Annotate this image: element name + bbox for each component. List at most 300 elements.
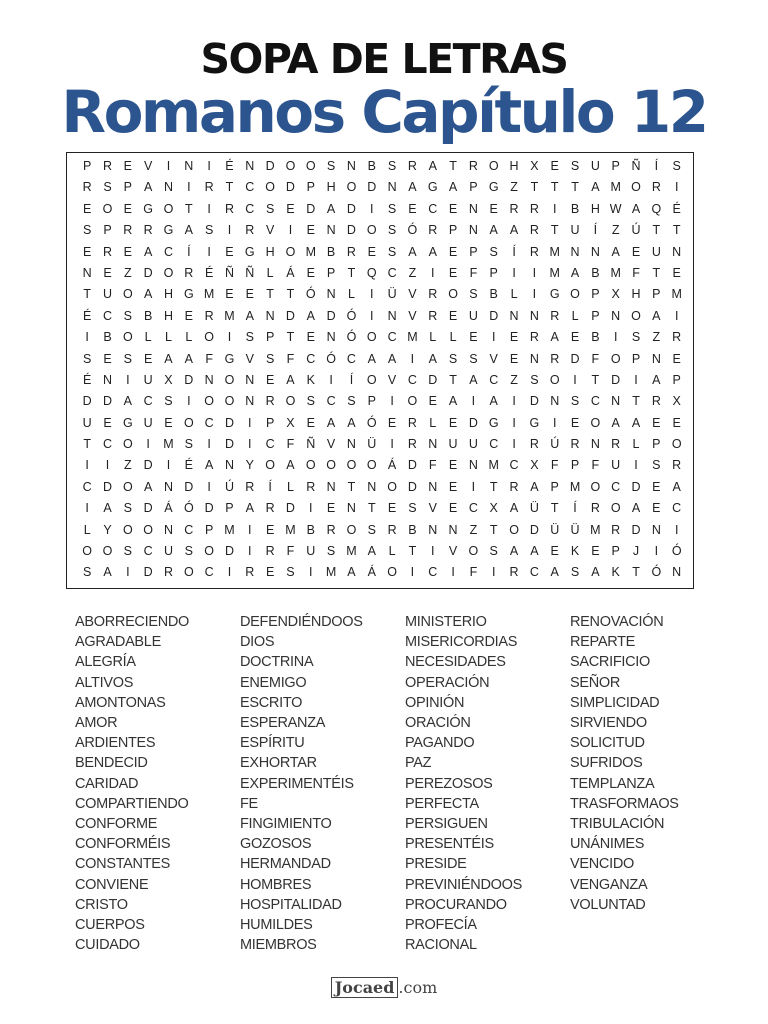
grid-cell[interactable]: V [489,351,498,366]
grid-cell[interactable]: O [448,287,458,302]
grid-cell[interactable]: A [652,372,661,387]
grid-cell[interactable]: C [163,244,173,259]
grid-cell[interactable]: R [509,201,519,216]
grid-cell[interactable]: E [306,330,315,345]
grid-cell[interactable]: A [591,565,600,580]
grid-cell[interactable]: E [489,201,498,216]
grid-cell[interactable]: Ñ [631,159,641,173]
grid-cell[interactable]: D [184,479,194,494]
grid-cell[interactable]: Y [245,458,254,473]
grid-cell[interactable]: S [184,437,193,452]
grid-cell[interactable]: I [451,565,455,580]
grid-cell[interactable]: D [224,437,234,452]
grid-cell[interactable]: W [609,201,622,216]
grid-cell[interactable]: D [102,394,112,409]
grid-cell[interactable]: N [326,330,336,345]
grid-cell[interactable]: D [224,415,234,430]
grid-cell[interactable]: O [387,479,397,494]
grid-cell[interactable]: O [285,244,296,259]
grid-cell[interactable]: O [590,415,601,430]
grid-cell[interactable]: O [346,180,357,195]
grid-cell[interactable]: I [309,501,313,516]
grid-cell[interactable]: D [631,522,641,537]
grid-cell[interactable]: I [674,308,679,323]
grid-cell[interactable]: R [306,479,316,494]
grid-cell[interactable]: C [265,437,275,452]
grid-cell[interactable]: E [225,244,234,259]
grid-cell[interactable]: U [468,437,478,452]
grid-cell[interactable]: D [529,394,539,409]
grid-cell[interactable]: A [184,351,193,366]
grid-cell[interactable]: P [204,522,214,537]
grid-cell[interactable]: B [570,201,580,216]
grid-cell[interactable]: L [347,287,355,302]
grid-cell[interactable]: P [672,372,681,387]
grid-cell[interactable]: F [286,544,295,559]
grid-cell[interactable]: É [82,308,92,323]
grid-cell[interactable]: E [123,244,132,259]
grid-cell[interactable]: N [82,265,92,280]
grid-cell[interactable]: S [672,159,681,173]
grid-cell[interactable]: A [245,501,254,516]
grid-cell[interactable]: R [529,437,539,452]
grid-cell[interactable]: T [632,394,640,409]
grid-cell[interactable]: H [631,287,641,302]
grid-cell[interactable]: Á [286,265,295,280]
grid-cell[interactable]: I [674,180,679,195]
grid-cell[interactable]: M [610,265,621,280]
grid-cell[interactable]: N [468,458,478,473]
grid-cell[interactable]: D [143,458,153,473]
grid-cell[interactable]: Z [469,522,478,537]
grid-cell[interactable]: O [631,180,641,195]
grid-cell[interactable]: S [82,565,92,580]
grid-cell[interactable]: Í [187,244,191,259]
grid-cell[interactable]: E [82,201,92,216]
grid-cell[interactable]: I [126,565,130,580]
grid-cell[interactable]: I [654,544,659,559]
grid-cell[interactable]: R [204,180,214,195]
grid-cell[interactable]: I [207,437,211,452]
grid-cell[interactable]: M [285,522,296,537]
grid-cell[interactable]: A [489,394,498,409]
grid-cell[interactable]: G [143,201,154,216]
grid-cell[interactable]: I [166,458,171,473]
grid-cell[interactable]: N [672,565,682,580]
grid-cell[interactable]: N [651,351,661,366]
grid-cell[interactable]: I [227,330,232,345]
grid-cell[interactable]: R [428,308,438,323]
grid-cell[interactable]: M [325,565,337,580]
grid-cell[interactable]: O [224,394,235,409]
grid-cell[interactable]: O [387,565,397,580]
grid-cell[interactable]: Ú [631,223,641,238]
grid-cell[interactable]: A [611,415,620,430]
grid-cell[interactable]: D [407,458,417,473]
grid-cell[interactable]: A [123,394,132,409]
grid-cell[interactable]: R [245,565,255,580]
grid-cell[interactable]: A [672,479,681,494]
grid-cell[interactable]: Ó [346,308,357,323]
grid-cell[interactable]: V [387,372,397,387]
grid-cell[interactable]: A [286,458,295,473]
grid-cell[interactable]: Á [164,501,173,516]
grid-cell[interactable]: G [529,415,540,430]
grid-cell[interactable]: S [367,522,376,537]
grid-cell[interactable]: C [143,394,153,409]
grid-cell[interactable]: O [305,159,316,173]
grid-cell[interactable]: S [570,159,580,173]
grid-cell[interactable]: A [448,394,458,409]
grid-cell[interactable]: R [672,458,682,473]
grid-cell[interactable]: P [103,223,112,238]
grid-cell[interactable]: U [306,544,316,559]
grid-cell[interactable]: A [306,308,315,323]
grid-cell[interactable]: R [123,223,133,238]
grid-cell[interactable]: I [410,565,415,580]
grid-cell[interactable]: I [207,244,211,259]
grid-cell[interactable]: A [347,415,356,430]
grid-cell[interactable]: I [309,565,313,580]
grid-cell[interactable]: R [143,223,153,238]
grid-cell[interactable]: I [613,330,618,345]
grid-cell[interactable]: A [652,308,661,323]
grid-cell[interactable]: E [652,501,661,516]
grid-cell[interactable]: Ó [346,330,357,345]
grid-cell[interactable]: I [512,437,516,452]
grid-cell[interactable]: E [550,544,559,559]
grid-cell[interactable]: N [590,244,600,259]
grid-cell[interactable]: O [671,437,682,452]
grid-cell[interactable]: O [204,544,214,559]
grid-cell[interactable]: R [570,437,580,452]
grid-cell[interactable]: B [306,522,315,537]
grid-cell[interactable]: S [204,223,214,238]
grid-cell[interactable]: P [306,180,315,195]
grid-cell[interactable]: X [611,287,620,302]
grid-cell[interactable]: O [468,544,479,559]
grid-cell[interactable]: T [652,223,661,238]
grid-cell[interactable]: V [265,223,275,238]
grid-cell[interactable]: N [611,394,621,409]
grid-cell[interactable]: A [204,458,214,473]
grid-cell[interactable]: N [245,159,255,173]
grid-cell[interactable]: N [550,394,560,409]
grid-cell[interactable]: I [227,565,232,580]
grid-cell[interactable]: D [285,180,295,195]
grid-cell[interactable]: I [85,458,89,473]
grid-cell[interactable]: C [102,308,112,323]
grid-cell[interactable]: C [387,265,397,280]
grid-cell[interactable]: A [550,565,559,580]
grid-cell[interactable]: G [488,415,499,430]
grid-cell[interactable]: S [469,287,478,302]
grid-cell[interactable]: E [82,244,92,259]
grid-cell[interactable]: E [306,265,315,280]
grid-cell[interactable]: T [83,437,91,452]
grid-cell[interactable]: Z [510,180,518,195]
grid-cell[interactable]: Á [367,565,376,580]
grid-cell[interactable]: S [103,180,112,195]
grid-cell[interactable]: A [367,351,376,366]
grid-cell[interactable]: T [550,223,559,238]
grid-cell[interactable]: C [529,565,539,580]
grid-cell[interactable]: D [224,544,234,559]
grid-cell[interactable]: U [163,544,173,559]
grid-cell[interactable]: S [408,501,417,516]
grid-cell[interactable]: O [122,479,133,494]
grid-cell[interactable]: N [428,437,438,452]
grid-cell[interactable]: M [671,287,682,302]
grid-cell[interactable]: Ú [224,479,234,494]
grid-cell[interactable]: I [207,201,211,216]
grid-cell[interactable]: R [265,501,275,516]
grid-cell[interactable]: I [329,372,333,387]
grid-cell[interactable]: G [549,287,560,302]
grid-cell[interactable]: O [122,437,133,452]
grid-cell[interactable]: C [245,201,255,216]
grid-cell[interactable]: O [122,287,133,302]
grid-cell[interactable]: C [204,565,214,580]
grid-cell[interactable]: S [286,565,295,580]
grid-cell[interactable]: N [163,479,173,494]
grid-cell[interactable]: T [652,265,661,280]
grid-cell[interactable]: U [143,372,153,387]
grid-cell[interactable]: I [532,265,537,280]
grid-cell[interactable]: S [164,394,173,409]
grid-cell[interactable]: E [672,265,681,280]
grid-cell[interactable]: S [123,501,132,516]
grid-cell[interactable]: Ñ [245,265,255,280]
grid-cell[interactable]: F [286,351,295,366]
grid-cell[interactable]: B [326,244,336,259]
grid-cell[interactable]: K [611,565,620,580]
grid-cell[interactable]: O [265,458,275,473]
grid-cell[interactable]: O [326,458,336,473]
grid-cell[interactable]: O [509,522,519,537]
grid-cell[interactable]: E [570,330,580,345]
grid-cell[interactable]: B [489,287,498,302]
grid-cell[interactable]: Í [573,501,577,516]
grid-cell[interactable]: I [187,180,191,195]
grid-cell[interactable]: C [611,479,621,494]
grid-cell[interactable]: D [611,372,621,387]
grid-cell[interactable]: N [102,372,112,387]
grid-cell[interactable]: P [652,437,661,452]
grid-cell[interactable]: D [102,479,112,494]
grid-cell[interactable]: E [184,308,193,323]
grid-cell[interactable]: I [85,501,89,516]
grid-cell[interactable]: T [449,159,457,173]
grid-cell[interactable]: S [631,330,641,345]
grid-cell[interactable]: C [489,372,499,387]
grid-cell[interactable]: E [387,501,397,516]
grid-cell[interactable]: E [448,244,458,259]
grid-cell[interactable]: S [469,351,478,366]
grid-cell[interactable]: E [448,479,458,494]
grid-cell[interactable]: R [611,522,621,537]
grid-cell[interactable]: R [529,244,539,259]
grid-cell[interactable]: C [184,522,194,537]
grid-cell[interactable]: N [265,308,275,323]
grid-cell[interactable]: E [306,415,315,430]
grid-cell[interactable]: I [105,458,110,473]
grid-cell[interactable]: E [265,372,275,387]
grid-cell[interactable]: O [407,394,418,409]
grid-cell[interactable]: A [184,223,193,238]
grid-cell[interactable]: S [306,394,315,409]
grid-cell[interactable]: R [163,565,173,580]
grid-cell[interactable]: D [306,201,316,216]
grid-cell[interactable]: M [163,437,174,452]
grid-cell[interactable]: T [591,372,600,387]
grid-cell[interactable]: H [163,287,173,302]
grid-cell[interactable]: C [326,394,336,409]
grid-cell[interactable]: G [244,244,255,259]
grid-cell[interactable]: S [489,544,498,559]
grid-cell[interactable]: N [468,201,478,216]
grid-cell[interactable]: R [407,415,417,430]
grid-cell[interactable]: D [631,479,641,494]
grid-cell[interactable]: E [387,415,397,430]
grid-cell[interactable]: E [672,351,681,366]
grid-cell[interactable]: S [387,244,397,259]
grid-cell[interactable]: C [428,565,438,580]
grid-cell[interactable]: P [631,351,641,366]
grid-cell[interactable]: N [468,223,478,238]
grid-cell[interactable]: R [265,394,275,409]
grid-cell[interactable]: O [163,201,174,216]
grid-cell[interactable]: O [305,458,316,473]
grid-cell[interactable]: M [203,287,215,302]
grid-cell[interactable]: E [286,201,295,216]
grid-cell[interactable]: Z [124,265,132,280]
grid-cell[interactable]: X [489,501,498,516]
grid-cell[interactable]: O [224,372,235,387]
grid-cell[interactable]: O [122,330,133,345]
grid-cell[interactable]: S [123,351,132,366]
grid-cell[interactable]: A [530,544,539,559]
grid-cell[interactable]: F [428,458,437,473]
grid-cell[interactable]: G [427,180,438,195]
grid-cell[interactable]: B [103,330,112,345]
grid-cell[interactable]: O [102,544,113,559]
grid-cell[interactable]: E [550,159,559,173]
grid-cell[interactable]: A [428,351,437,366]
grid-cell[interactable]: Ü [570,522,580,537]
grid-cell[interactable]: H [265,244,275,259]
grid-cell[interactable]: O [204,394,214,409]
grid-cell[interactable]: D [82,394,92,409]
grid-cell[interactable]: I [491,330,496,345]
grid-cell[interactable]: P [82,159,92,173]
grid-cell[interactable]: L [185,330,193,345]
grid-cell[interactable]: R [529,330,539,345]
grid-cell[interactable]: G [183,287,194,302]
grid-cell[interactable]: I [410,351,415,366]
grid-cell[interactable]: N [326,479,336,494]
grid-cell[interactable]: E [448,501,458,516]
grid-cell[interactable]: V [326,437,336,452]
grid-cell[interactable]: F [286,437,295,452]
grid-cell[interactable]: O [549,372,560,387]
grid-cell[interactable]: P [225,501,234,516]
grid-cell[interactable]: Ó [326,351,336,366]
grid-cell[interactable]: I [248,522,252,537]
grid-cell[interactable]: A [367,544,376,559]
grid-cell[interactable]: S [448,351,458,366]
grid-cell[interactable]: N [428,522,438,537]
grid-cell[interactable]: A [631,501,641,516]
grid-cell[interactable]: C [407,372,417,387]
grid-cell[interactable]: V [428,501,437,516]
grid-cell[interactable]: E [103,351,112,366]
grid-cell[interactable]: T [550,180,559,195]
grid-cell[interactable]: I [471,394,476,409]
grid-cell[interactable]: D [428,372,438,387]
grid-cell[interactable]: L [571,308,579,323]
grid-cell[interactable]: I [552,201,557,216]
grid-cell[interactable]: D [326,308,336,323]
grid-cell[interactable]: Q [651,201,662,216]
grid-cell[interactable]: D [468,415,478,430]
grid-cell[interactable]: O [122,522,133,537]
grid-cell[interactable]: I [390,394,394,409]
grid-cell[interactable]: R [590,501,600,516]
grid-cell[interactable]: F [591,458,600,473]
grid-cell[interactable]: T [672,223,681,238]
grid-cell[interactable]: E [448,415,458,430]
grid-cell[interactable]: R [102,159,112,173]
grid-cell[interactable]: Ó [407,223,418,238]
grid-cell[interactable]: S [82,223,92,238]
grid-cell[interactable]: M [224,308,235,323]
grid-cell[interactable]: Ó [183,501,194,516]
grid-cell[interactable]: R [224,201,234,216]
grid-cell[interactable]: U [570,223,580,238]
grid-cell[interactable]: G [122,415,133,430]
grid-cell[interactable]: N [651,522,661,537]
grid-cell[interactable]: M [590,522,601,537]
grid-cell[interactable]: E [652,479,661,494]
grid-cell[interactable]: B [367,159,376,173]
grid-cell[interactable]: Í [654,159,659,173]
grid-cell[interactable]: A [408,180,417,195]
grid-cell[interactable]: Í [512,244,516,259]
grid-cell[interactable]: F [632,265,640,280]
grid-cell[interactable]: E [123,201,132,216]
grid-cell[interactable]: E [245,287,254,302]
grid-cell[interactable]: N [163,180,173,195]
grid-cell[interactable]: A [143,180,153,195]
grid-cell[interactable]: S [265,201,275,216]
grid-cell[interactable]: E [652,415,661,430]
grid-cell[interactable]: A [428,244,437,259]
grid-cell[interactable]: A [591,180,600,195]
grid-cell[interactable]: C [590,394,600,409]
grid-cell[interactable]: N [245,372,255,387]
grid-cell[interactable]: S [245,330,254,345]
grid-cell[interactable]: F [469,565,478,580]
grid-cell[interactable]: L [286,479,294,494]
grid-cell[interactable]: O [285,159,296,173]
grid-cell[interactable]: E [265,565,275,580]
grid-cell[interactable]: N [184,159,194,173]
grid-cell[interactable]: C [509,458,519,473]
grid-cell[interactable]: S [530,372,539,387]
grid-cell[interactable]: R [265,544,275,559]
grid-cell[interactable]: P [265,330,275,345]
